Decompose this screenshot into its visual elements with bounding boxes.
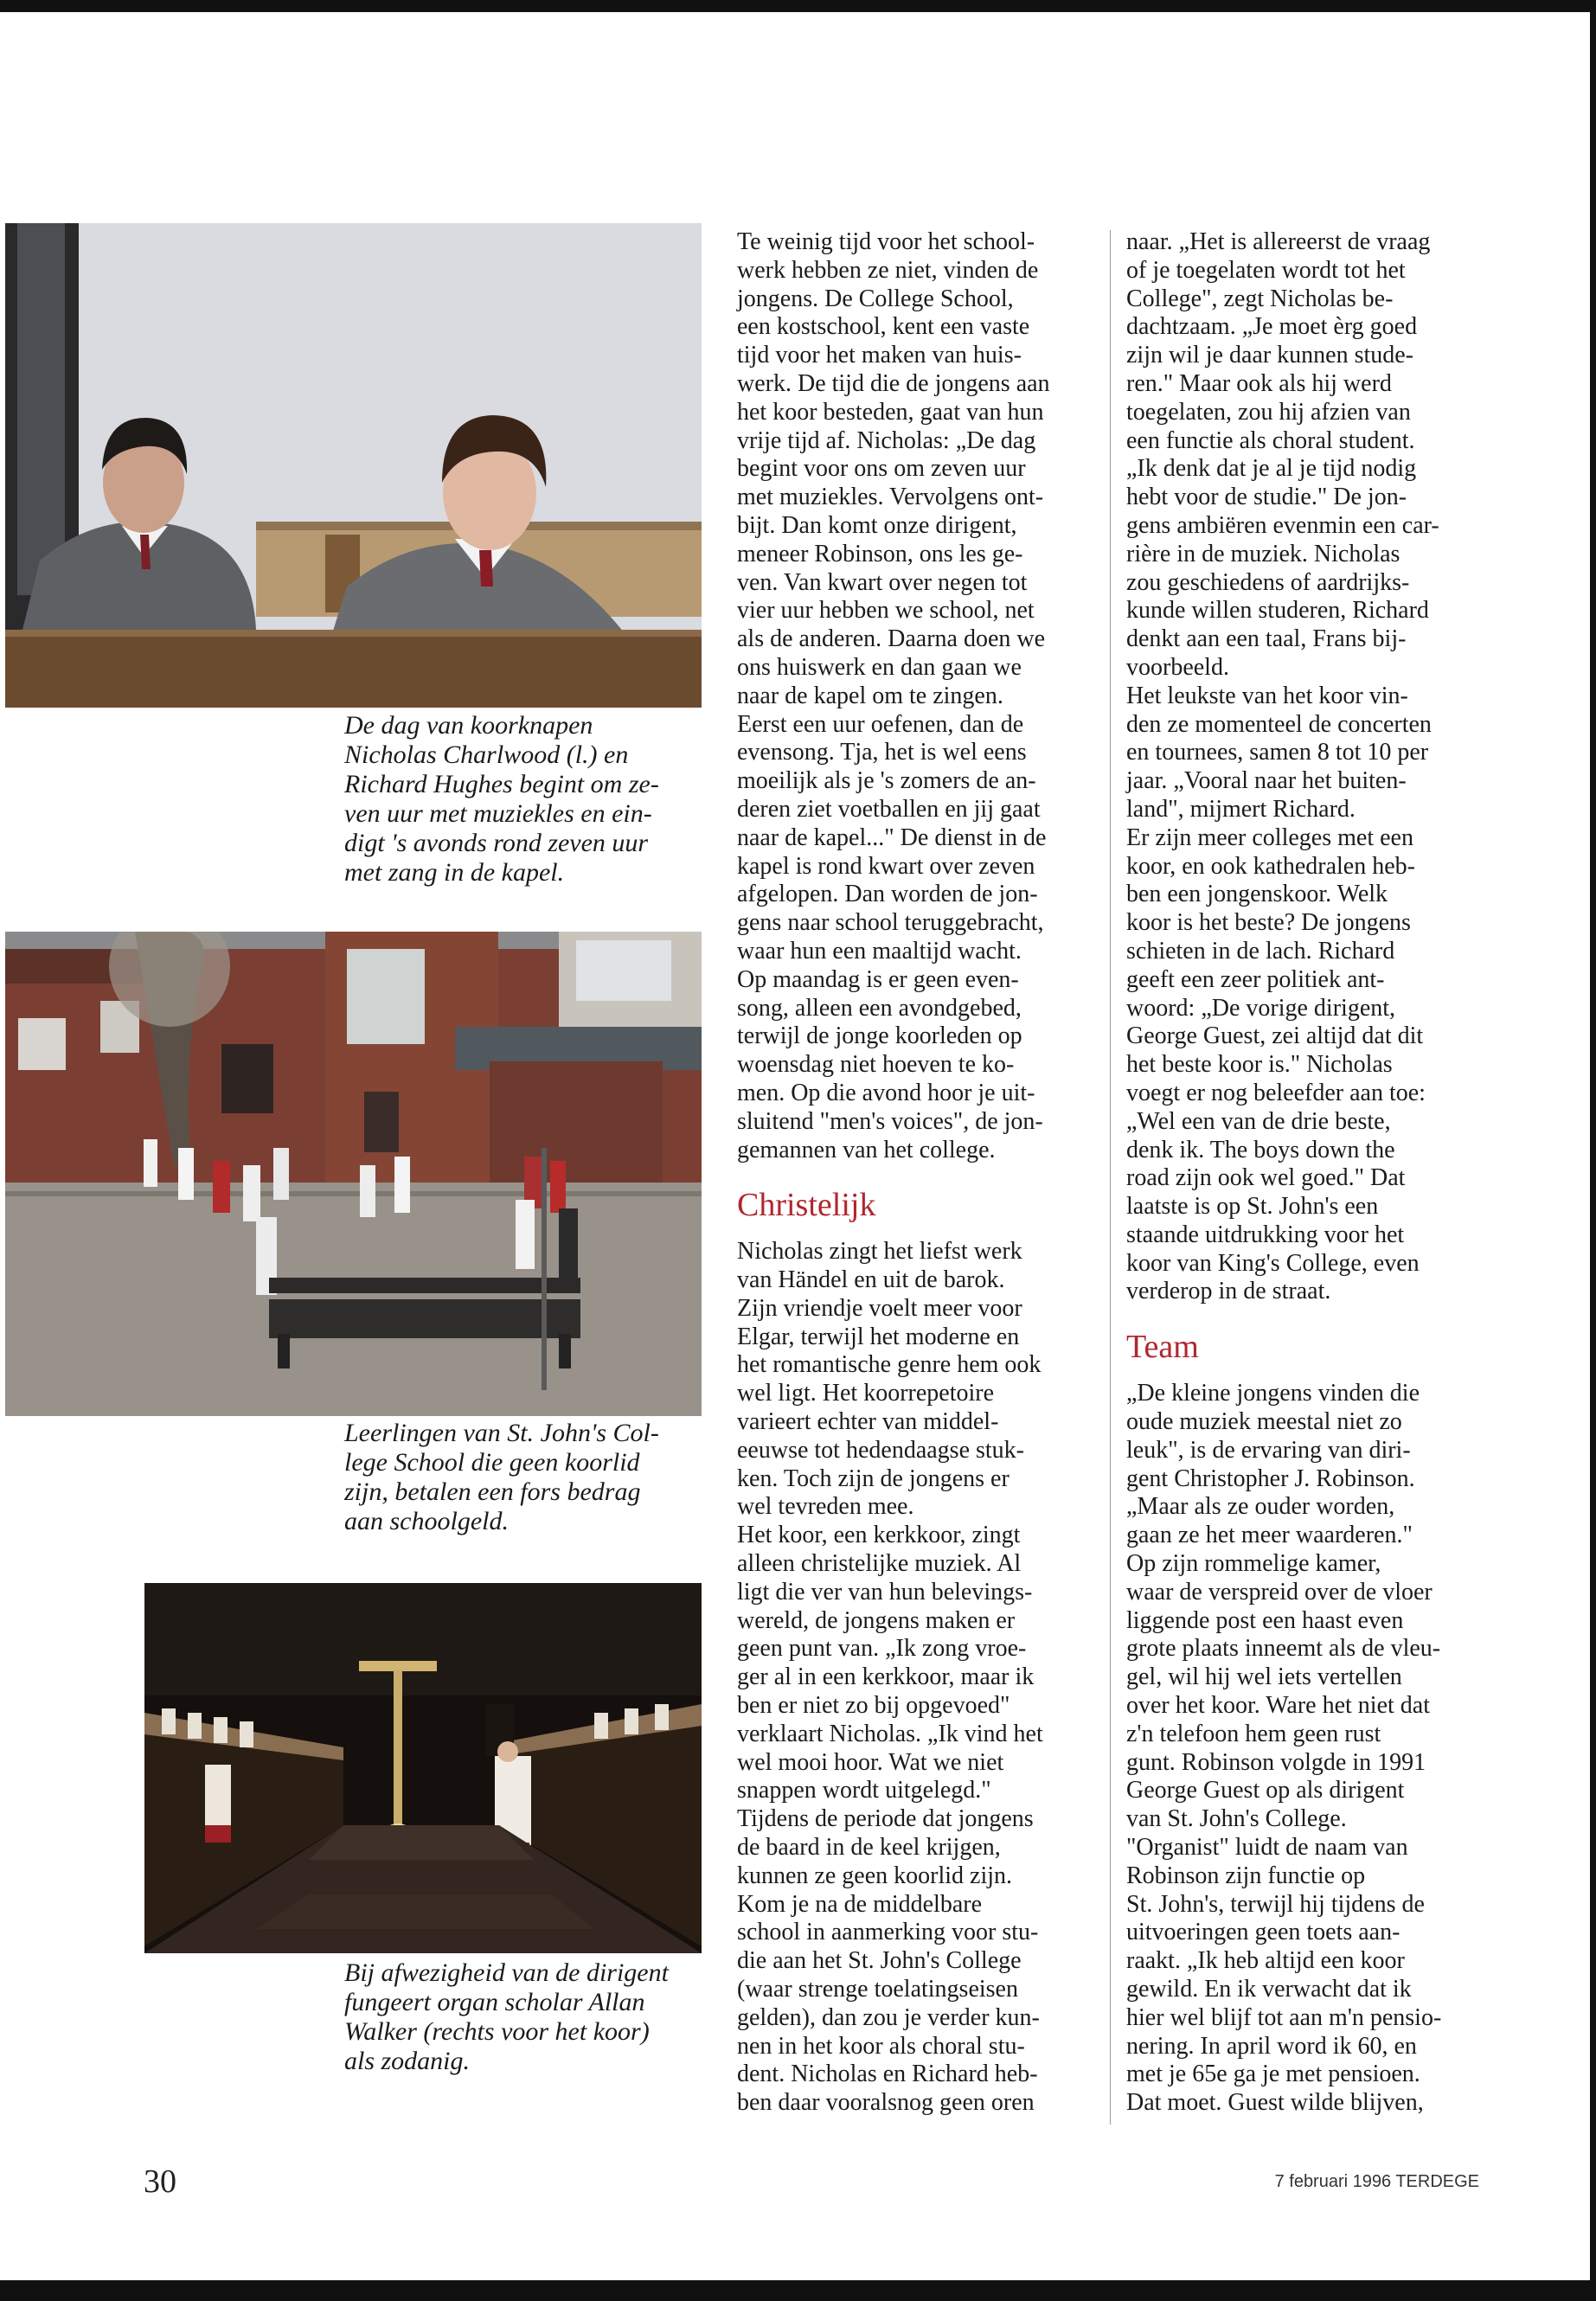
section-heading-team: Team	[1126, 1329, 1199, 1366]
photo-schoolyard-caption: Leerlingen van St. John's Col- lege School die geen koorlid zijn, betalen een fors bedrag aan schoolgeld.	[344, 1419, 659, 1535]
article-paragraph: Tijdens de periode dat jongens de baard in de keel krijgen, kunnen ze geen koorlid zijn. Kom je na de middelbare school in aanmerking voor stu- die aan het St. John's College (waar strenge toelatingseisen gelden), dan zou je verder kun- nen in het koor als choral stu- dent. Nicholas en Richard heb- ben daar vooralsnog geen oren	[737, 1805, 1040, 2117]
article-paragraph: Nicholas zingt het liefst werk van Händel en uit de barok. Zijn vriendje voelt meer voor Elgar, terwijl het moderne en het romantische genre hem ook wel ligt. Het koorrepetoire varieert echter van middel- eeuwse tot hedendaagse stuk- ken. Toch zijn de jongens er wel tevreden mee.	[737, 1238, 1042, 1521]
photo-choirboys	[5, 223, 702, 708]
page-border-bottom	[0, 2280, 1596, 2301]
column-divider	[1110, 230, 1111, 2125]
page-border-top	[0, 0, 1596, 12]
article-paragraph: Er zijn meer colleges met een koor, en ook kathedralen heb- ben een jongenskoor. Welk koor is het beste? De jongens schieten in de lach. Richard geeft een zeer politiek ant- woord: „De vorige dirigent, George Guest, zei altijd dat dit het beste koor is." Nicholas voegt er nog beleefder aan toe: „Wel een van de drie beste, denk ik. The boys down the road zijn ook wel goed." Dat laatste is op St. John's een staande uitdrukking voor het koor van King's College, even verderop in de straat.	[1126, 824, 1426, 1305]
photo-chapel-choir	[144, 1583, 702, 1953]
photo-chapel-choir-caption: Bij afwezigheid van de dirigent fungeert organ scholar Allan Walker (rechts voor het koor) als zodanig.	[344, 1958, 669, 2075]
footer-issue-date: 7 februari 1996 TERDEGE	[1274, 2172, 1479, 2191]
page-border-right	[1590, 0, 1596, 2301]
photo-chapel-choir-image	[144, 1583, 702, 1953]
photo-schoolyard-image	[5, 932, 702, 1416]
article-paragraph: Het leukste van het koor vin- den ze momenteel de concerten en tournees, samen 8 tot 10 per jaar. „Vooral naar het buiten- land", mijmert Richard.	[1126, 682, 1432, 823]
photo-choirboys-caption: De dag van koorknapen Nicholas Charlwood (l.) en Richard Hughes begint om ze- ven uur met muziekles en ein- digt 's avonds rond zeven uur met zang in de kapel.	[344, 711, 659, 887]
article-paragraph: Te weinig tijd voor het school- werk hebben ze niet, vinden de jongens. De College School, een kostschool, kent een vaste tijd voor het maken van huis- werk. De tijd die de jongens aan het koor besteden, gaat van hun vrije tijd af. Nicholas: „De dag begint voor ons om zeven uur met muziekles. Vervolgens ont- bijt. Dan komt onze dirigent, meneer Robinson, ons les ge- ven. Van kwart over negen tot vier uur hebben we school, net als de anderen. Daarna doen we ons huiswerk en dan gaan we naar de kapel om te zingen. Eerst een uur oefenen, dan de evensong. Tja, het is wel eens moeilijk als je 's zomers de an- deren ziet voetballen en jij gaat naar de kapel..." De dienst in de kapel is rond kwart over zeven afgelopen. Dan worden de jon- gens naar school teruggebracht, waar hun een maaltijd wacht. Op maandag is er geen even- song, alleen een avondgebed, terwijl de jonge koorleden op woensdag niet hoeven te ko- men. Op die avond hoor je uit- sluitend "men's voices", de jon- gemannen van het college.	[737, 228, 1050, 1163]
article-paragraph: Het koor, een kerkkoor, zingt alleen christelijke muziek. Al ligt die ver van hun belevings- wereld, de jongens maken er geen punt van. „Ik zong vroe- ger al in een kerkkoor, maar ik ben er niet zo bij opgevoed" verklaart Nicholas. „Ik vind het wel mooi hoor. Wat we niet snappen wordt uitgelegd."	[737, 1522, 1043, 1804]
photo-choirboys-image	[5, 223, 702, 708]
article-column-right	[1126, 228, 1498, 2118]
article-column-middle	[737, 228, 1100, 2118]
article-paragraph: naar. „Het is allereerst de vraag of je toegelaten wordt tot het College", zegt Nicholas be- dachtzaam. „Je moet èrg goed zijn wil je daar kunnen stude- ren." Maar ook als hij werd toegelaten, zou hij afzien van een functie als choral student. „Ik denk dat je al je tijd nodig hebt voor de studie." De jon- gens ambiëren evenmin een car- rière in de muziek. Nicholas zou geschiedens of aardrijks- kunde willen studeren, Richard denkt aan een taal, Frans bij- voorbeeld.	[1126, 228, 1439, 681]
article-paragraph: „De kleine jongens vinden die oude muziek meestal niet zo leuk", is de ervaring van diri- gent Christopher J. Robinson. „Maar als ze ouder worden, gaan ze het meer waarderen." Op zijn rommelige kamer, waar de verspreid over de vloer liggende post een haast even grote plaats inneemt als de vleu- gel, wil hij wel iets vertellen over het koor. Ware het niet dat z'n telefoon hem geen rust gunt. Robinson volgde in 1991 George Guest op als dirigent van St. John's College. "Organist" luidt de naam van Robinson zijn functie op St. John's, terwijl hij tijdens de uitvoeringen geen toets aan- raakt. „Ik heb altijd een koor gewild. En ik verwacht dat ik hier wel blijf tot aan m'n pensio- nering. In april word ik 60, en met je 65e ga je met pensioen. Dat moet. Guest wilde blijven,	[1126, 1380, 1442, 2117]
section-heading-christelijk: Christelijk	[737, 1187, 876, 1224]
page-number: 30	[144, 2163, 176, 2200]
photo-schoolyard	[5, 932, 702, 1416]
